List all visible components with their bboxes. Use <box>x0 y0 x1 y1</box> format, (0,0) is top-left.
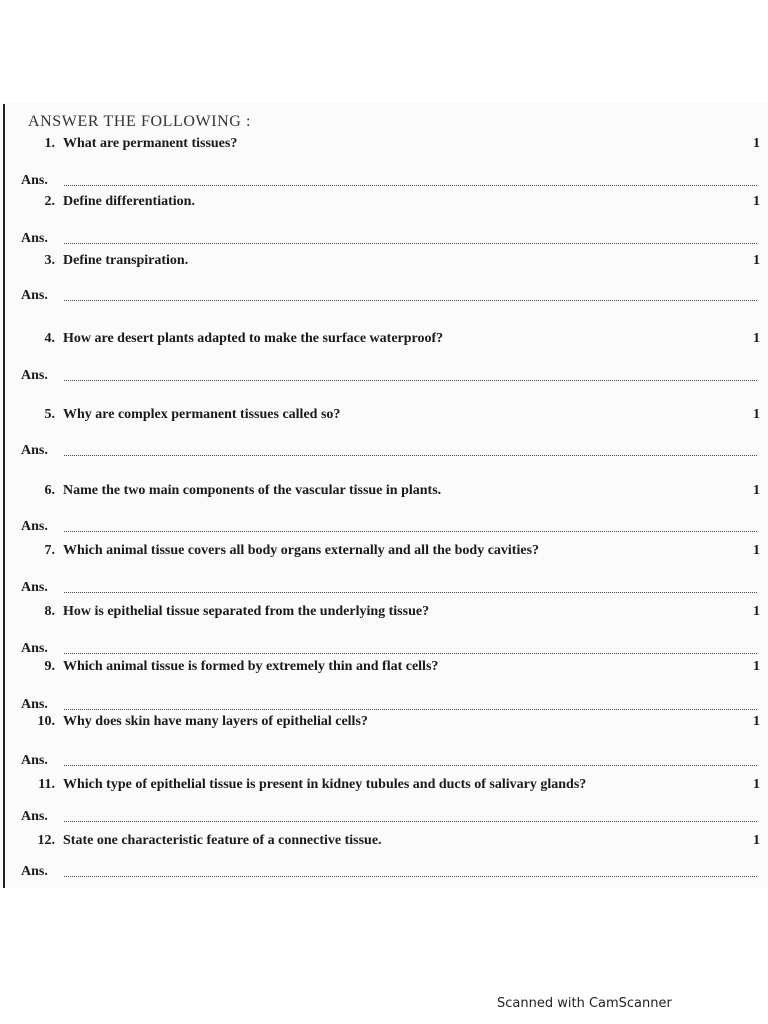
answer-row <box>0 288 768 306</box>
answer-label: Ans. <box>21 231 48 246</box>
question-text: State one characteristic feature of a connective tissue. <box>63 833 382 848</box>
answer-label: Ans. <box>21 809 48 824</box>
question-row <box>0 543 768 565</box>
answer-dotted-line[interactable] <box>64 821 757 822</box>
answer-label: Ans. <box>21 697 48 712</box>
answer-dotted-line[interactable] <box>64 243 757 244</box>
question-marks: 1 <box>753 777 760 792</box>
question-marks: 1 <box>753 136 760 151</box>
question-row <box>0 136 768 158</box>
section-heading: ANSWER THE FOLLOWING : <box>28 113 252 130</box>
answer-label: Ans. <box>21 519 48 534</box>
question-row <box>0 777 768 799</box>
answer-row <box>0 641 768 659</box>
answer-dotted-line[interactable] <box>64 380 757 381</box>
question-row <box>0 483 768 505</box>
question-text: What are permanent tissues? <box>63 136 238 151</box>
question-marks: 1 <box>753 714 760 729</box>
answer-label: Ans. <box>21 288 48 303</box>
answer-row <box>0 864 768 882</box>
question-marks: 1 <box>753 331 760 346</box>
question-text: Name the two main components of the vascular tissue in plants. <box>63 483 442 498</box>
answer-row <box>0 443 768 461</box>
question-number: 5. <box>44 407 55 422</box>
question-row <box>0 714 768 736</box>
question-text: Why are complex permanent tissues called so? <box>63 407 341 422</box>
question-marks: 1 <box>753 543 760 558</box>
answer-label: Ans. <box>21 580 48 595</box>
answer-label: Ans. <box>21 173 48 188</box>
answer-dotted-line[interactable] <box>64 876 757 877</box>
answer-row <box>0 753 768 771</box>
question-text: How are desert plants adapted to make the surface waterproof? <box>63 331 444 346</box>
question-number: 3. <box>44 253 55 268</box>
answer-row <box>0 173 768 191</box>
question-marks: 1 <box>753 833 760 848</box>
answer-dotted-line[interactable] <box>64 765 757 766</box>
question-number: 11. <box>38 777 55 792</box>
answer-dotted-line[interactable] <box>64 300 757 301</box>
answer-label: Ans. <box>21 368 48 383</box>
question-text: Define transpiration. <box>63 253 189 268</box>
question-row <box>0 659 768 681</box>
question-number: 4. <box>44 331 55 346</box>
answer-row <box>0 809 768 827</box>
question-marks: 1 <box>753 604 760 619</box>
question-number: 7. <box>44 543 55 558</box>
answer-dotted-line[interactable] <box>64 709 757 710</box>
question-text: Define differentiation. <box>63 194 195 209</box>
question-marks: 1 <box>753 407 760 422</box>
answer-dotted-line[interactable] <box>64 653 757 654</box>
question-number: 9. <box>44 659 55 674</box>
answer-dotted-line[interactable] <box>64 185 757 186</box>
question-text: Which animal tissue is formed by extremely thin and flat cells? <box>63 659 439 674</box>
answer-row <box>0 697 768 715</box>
question-row <box>0 604 768 626</box>
question-number: 8. <box>44 604 55 619</box>
question-text: Why does skin have many layers of epithelial cells? <box>63 714 368 729</box>
scanner-watermark: Scanned with CamScanner <box>497 996 672 1011</box>
question-row <box>0 194 768 216</box>
question-marks: 1 <box>753 194 760 209</box>
question-row <box>0 253 768 275</box>
question-row <box>0 833 768 855</box>
answer-label: Ans. <box>21 641 48 656</box>
question-row <box>0 331 768 353</box>
question-number: 1. <box>44 136 55 151</box>
question-text: Which type of epithelial tissue is present in kidney tubules and ducts of salivary glands? <box>63 777 587 792</box>
answer-row <box>0 580 768 598</box>
question-text: How is epithelial tissue separated from the underlying tissue? <box>63 604 430 619</box>
question-marks: 1 <box>753 253 760 268</box>
question-text: Which animal tissue covers all body organs externally and all the body cavities? <box>63 543 540 558</box>
question-marks: 1 <box>753 483 760 498</box>
answer-label: Ans. <box>21 864 48 879</box>
answer-label: Ans. <box>21 753 48 768</box>
answer-row <box>0 368 768 386</box>
answer-dotted-line[interactable] <box>64 531 757 532</box>
question-number: 6. <box>44 483 55 498</box>
answer-row <box>0 519 768 537</box>
answer-row <box>0 231 768 249</box>
answer-dotted-line[interactable] <box>64 592 757 593</box>
question-number: 12. <box>37 833 55 848</box>
question-row <box>0 407 768 429</box>
answer-label: Ans. <box>21 443 48 458</box>
question-marks: 1 <box>753 659 760 674</box>
question-number: 10. <box>37 714 55 729</box>
answer-dotted-line[interactable] <box>64 455 757 456</box>
question-number: 2. <box>44 194 55 209</box>
